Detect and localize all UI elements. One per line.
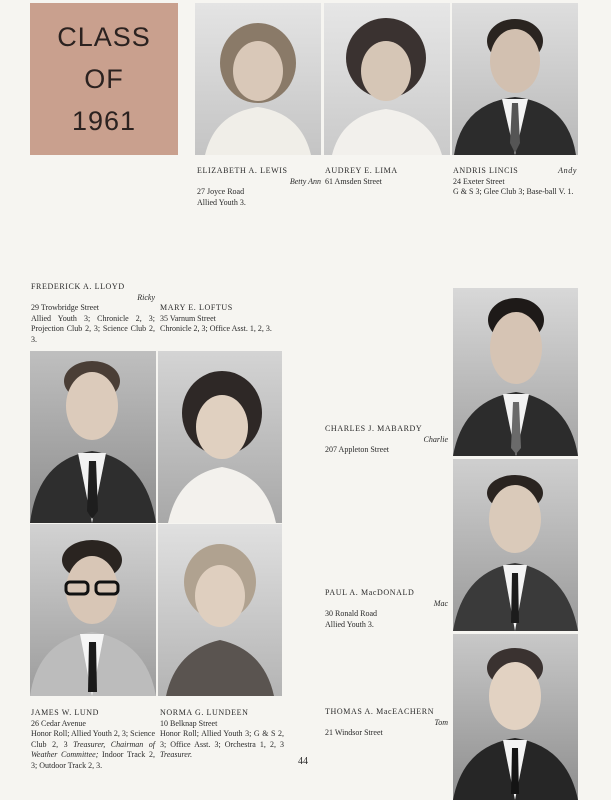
student-nickname: Mac xyxy=(433,598,448,608)
heading-line-2: OF xyxy=(84,64,124,94)
student-name: CHARLES J. MABARDY xyxy=(325,424,423,433)
portrait-lincis xyxy=(452,3,578,155)
bio-lincis xyxy=(453,166,577,198)
portrait-macdonald xyxy=(453,459,578,631)
student-nickname: Tom xyxy=(434,717,448,727)
activities-part-b: Treasurer. xyxy=(160,750,193,759)
student-nickname: Charlie xyxy=(423,434,448,444)
student-nickname: Betty Ann xyxy=(289,176,321,186)
student-activities: Allied Youth 3; Chronicle 2, 3; Projection Club 2, 3; Science Club 2, 3. xyxy=(31,313,155,344)
name-row xyxy=(453,166,577,177)
student-address: 21 Windsor Street xyxy=(325,728,383,737)
student-address: 29 Trowbridge Street xyxy=(31,303,99,312)
bio-mabardy xyxy=(325,424,448,456)
class-of-1961-heading xyxy=(30,3,178,155)
page-number: 44 xyxy=(298,756,308,767)
activities-part-a: Honor Roll; Allied Youth 2, 3; Science Club 2, 3 xyxy=(31,729,155,749)
activities-part-a: Honor Roll; Allied Youth 3; G & S 2, 3; Office Asst. 3; Orchestra 1, 2, 3 xyxy=(160,729,284,749)
student-name: ELIZABETH A. LEWIS xyxy=(197,166,288,175)
student-address: 61 Amsden Street xyxy=(325,176,382,186)
student-address: 24 Exeter Street xyxy=(453,176,505,186)
student-name: MARY E. LOFTUS xyxy=(160,303,233,312)
student-activities: G & S 3; Glee Club 3; Base-ball V. 1. xyxy=(453,187,574,196)
portrait-lloyd xyxy=(30,351,156,523)
bio-lundeen xyxy=(160,708,284,761)
portrait-maceachern xyxy=(453,634,578,800)
portrait-lewis xyxy=(195,3,321,155)
bio-loftus xyxy=(160,303,284,335)
bio-lund xyxy=(31,708,155,771)
student-activities: Allied Youth 3. xyxy=(325,619,374,629)
student-activities: Chronicle 2, 3; Office Asst. 1, 2, 3. xyxy=(160,324,272,333)
bio-macdonald xyxy=(325,588,448,630)
heading-line-1: CLASS xyxy=(57,22,151,52)
bio-maceachern xyxy=(325,707,448,739)
student-address: 35 Varnum Street xyxy=(160,313,216,323)
portrait-lund xyxy=(30,524,156,696)
portrait-loftus xyxy=(158,351,282,523)
portrait-mabardy xyxy=(453,288,578,456)
student-address: 10 Belknap Street xyxy=(160,718,218,728)
student-activities xyxy=(160,729,284,761)
activities-part-c: Indoor Track 2, 3; Outdoor Track 2, 3. xyxy=(31,750,155,770)
student-name: THOMAS A. MacEACHERN xyxy=(325,707,435,716)
portrait-lundeen xyxy=(158,524,282,696)
student-name: PAUL A. MacDONALD xyxy=(325,588,415,597)
student-nickname: Andy xyxy=(558,166,577,175)
bio-lewis xyxy=(197,166,321,208)
student-address: 27 Joyce Road xyxy=(197,187,245,196)
student-name: AUDREY E. LIMA xyxy=(325,166,398,175)
student-name: JAMES W. LUND xyxy=(31,708,100,717)
bio-lima xyxy=(325,166,449,187)
student-address: 26 Cedar Avenue xyxy=(31,718,86,728)
student-activities: Allied Youth 3. xyxy=(197,197,246,207)
portrait-lima xyxy=(324,3,450,155)
student-name: ANDRIS LINCIS xyxy=(453,166,519,175)
bio-lloyd xyxy=(31,282,155,345)
student-name: NORMA G. LUNDEEN xyxy=(160,708,249,717)
student-address: 207 Appleton Street xyxy=(325,445,389,454)
student-name: FREDERICK A. LLOYD xyxy=(31,282,125,291)
student-nickname: Ricky xyxy=(137,292,155,302)
heading-line-3: 1961 xyxy=(71,106,137,136)
student-activities xyxy=(31,729,155,771)
student-address: 30 Ronald Road xyxy=(325,609,377,618)
activities-part-b: Treasurer, Chairman of Weather Committee; xyxy=(31,739,155,759)
